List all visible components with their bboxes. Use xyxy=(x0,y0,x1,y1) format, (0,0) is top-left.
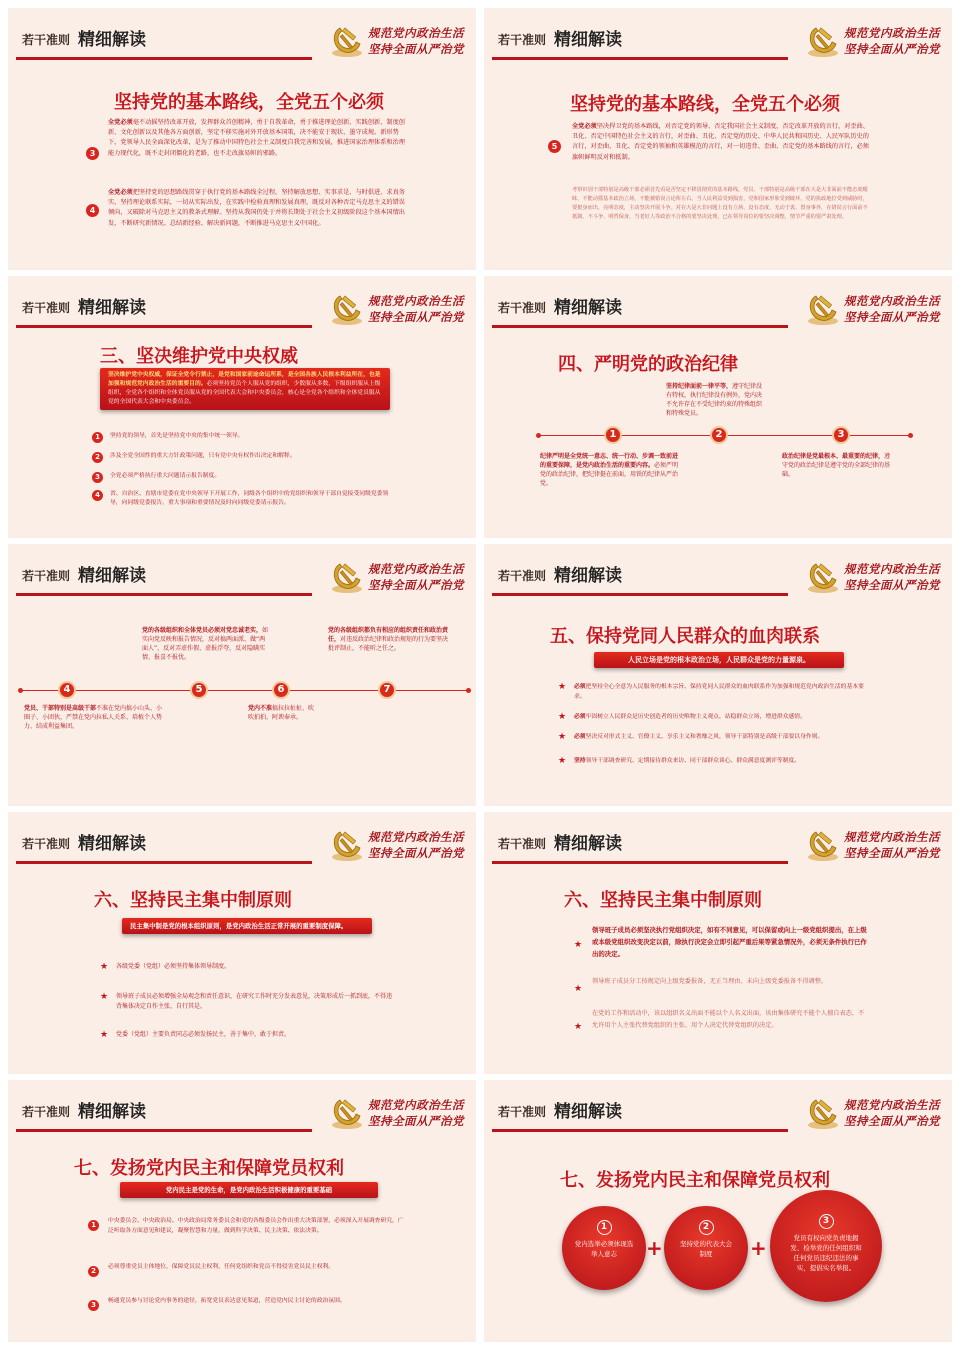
slide-header xyxy=(484,1080,952,1140)
header-title: 精细解读 xyxy=(78,1102,146,1122)
slogan-line-2: 坚持全面从严治党 xyxy=(844,310,940,324)
header-rule xyxy=(492,593,788,596)
header-title: 精细解读 xyxy=(78,566,146,586)
slide-title: 坚持党的基本路线，全党五个必须 xyxy=(114,92,384,113)
star-icon: ★ xyxy=(558,682,567,692)
number-badge: 3 xyxy=(92,472,103,483)
circle-2-text: 坚持党的代表大会制度 xyxy=(680,1240,732,1258)
list-item: 各级党委（党组）必须坚持集体领导制度。 xyxy=(116,963,231,970)
timeline-node-2: 2 xyxy=(710,426,728,444)
header-prefix: 若干准则 xyxy=(498,301,547,315)
number-badge: 1 xyxy=(88,1220,99,1231)
paragraph-4: 全党必须把坚持党的思想路线贯穿于执行党的基本路线全过程，坚持解放思想、实事求是、与时俱进、求真务实，坚持理论联系实际，一切从实际出发，在实践中检验真理和发展真理，既反对各种否定马克思主义的错误倾向，又破除对马克思主义的教条式理解。坚持从我国仍处于并将长期处于社会主义初级阶段这个基本国情出发，不断研究新情况、总结新经验、解决新问题，不断推进马克思主义中国化。 xyxy=(108,189,405,227)
number-badge: 4 xyxy=(92,490,103,501)
header-prefix: 若干准则 xyxy=(498,569,547,583)
paragraph-5b: 考察识别干部特别是高级干部必须首先看是否坚定不移贯彻党的基本路线。党员、干部特别是高级干部在大是大非面前不能态度暧昧，不能动摇基本政治立场，不能被错误言论所左右。当人民利益受到损害，党和国家形象受到破坏，党的执政地位受到威胁时，要挺身而出，亮明态度，主动坚决开展斗争。对在大是大非问题上没有立场、没有态度、无动于衷、置身事外，在错误言行面前不抵制、不斗争、明哲保身，当老好人等政治不合格的要坚决处理，已在领导岗位的要坚决调整，情节严重的要严肃处理。 xyxy=(572,187,868,220)
list-item: 领导班子成员必须坚决执行党组织决定，如有不同意见，可以保留或向上一级党组织提出，在上级或本级党组织改变决定以前，除执行决定会立即引起严重后果等紧急情况外，必须无条件执行已作出的决定。 xyxy=(592,926,867,958)
number-badge: 1 xyxy=(92,432,103,443)
slide-1 xyxy=(8,8,476,270)
header-title: 精细解读 xyxy=(554,566,622,586)
header-prefix: 若干准则 xyxy=(498,837,547,851)
star-icon: ★ xyxy=(574,984,583,994)
list-item: 全党必须严格执行重大问题请示报告制度。 xyxy=(110,473,221,479)
number-badge: 5 xyxy=(548,140,561,153)
slogan-line-2: 坚持全面从严治党 xyxy=(844,1114,940,1128)
header-rule xyxy=(16,57,312,60)
timeline-dot xyxy=(18,688,23,693)
list-item: 党委（党组）主要负责同志必须发扬民主，善于集中，敢于担责。 xyxy=(116,1031,291,1038)
slide-6 xyxy=(484,544,952,806)
paragraph-3: 全党必须毫不动摇坚持改革开放，发挥群众首创精神，勇于自我革命，勇于推进理论创新、实践创新、制度创新、文化创新以及其他各方面创新，坚定不移实施对外开放基本国策，决不能安于现状、墨守成规。新形势下，党领导人民全面深化改革，是为了推动中国特色社会主义制度自我完善和发展，推进国家治理体系和治理能力现代化，既不走封闭僵化的老路，也不走改旗易帜的邪路。 xyxy=(108,119,405,157)
node-4-text: 党员、干部特别是高级干部不准在党内搞小山头、小圈子、小团伙，严禁在党内拉私人关系、培植个人势力、结成利益集团。 xyxy=(24,705,163,730)
timeline-dot xyxy=(908,433,913,438)
slide-title: 六、坚持民主集中制原则 xyxy=(564,890,762,911)
header-rule xyxy=(16,593,312,596)
star-icon: ★ xyxy=(558,712,567,722)
star-icon: ★ xyxy=(100,1030,109,1040)
slogan-line-2: 坚持全面从严治党 xyxy=(368,310,464,324)
list-item: 省、自治区、直辖市党委在党中央领导下开展工作，同级各个组织中的党组织和领导干部自觉接受同级党委领导，向同级党委报告，重大事项和重要情况及时向同级党委请示报告。 xyxy=(110,491,389,506)
circle-2: 2 坚持党的代表大会制度 xyxy=(664,1206,748,1290)
circle-3: 3 党员有权向党负责地揭发、检举党的任何组织和任何党员违纪违法的事实，提倡实名举报。 xyxy=(770,1190,882,1302)
header-prefix: 若干准则 xyxy=(498,1105,547,1119)
slide-header xyxy=(8,544,476,604)
timeline-dot xyxy=(536,433,541,438)
slide-title: 三、坚决维护党中央权威 xyxy=(100,346,298,367)
number-badge: 3 xyxy=(86,147,99,160)
list-item: 领导班子成员分工按规定向上级党委报备，无正当理由、未向上级党委报备不得调整。 xyxy=(592,978,828,985)
slide-title: 五、保持党同人民群众的血肉联系 xyxy=(550,626,820,647)
slide-title: 坚持党的基本路线，全党五个必须 xyxy=(570,94,840,115)
number-badge: 2 xyxy=(92,452,103,463)
party-emblem-icon xyxy=(806,22,840,58)
star-icon: ★ xyxy=(100,992,109,1002)
star-icon: ★ xyxy=(574,940,583,950)
party-emblem-icon xyxy=(806,1094,840,1130)
list-item: 必须坚决反对形式主义、官僚主义、享乐主义和奢靡之风，领导干部特别是高级干部要以身作则。 xyxy=(574,734,824,740)
slide-8 xyxy=(484,812,952,1074)
list-item: 必须牢固树立人民群众是历史创造者的历史唯物主义观点，站稳群众立场，增进群众感情。 xyxy=(574,714,806,720)
highlight-box: 民主集中制是党的根本组织原则，是党内政治生活正常开展的重要制度保障。 xyxy=(122,918,372,934)
node-5-text: 党的各级组织和全体党员必须对党忠诚老实，如实向党反映和报告情况，反对搞两面派、做“两面人”，反对弄虚作假、虚报浮夸，反对隐瞒实情、报喜不报忧。 xyxy=(142,627,269,661)
slogan-line-2: 坚持全面从严治党 xyxy=(368,578,464,592)
list-item: 坚持党的领导，首先是坚持党中央的集中统一领导。 xyxy=(110,433,244,439)
header-rule xyxy=(492,325,788,328)
list-item: 涉及全党全国性的重大方针政策问题，只有党中央有权作出决定和解释。 xyxy=(110,453,296,459)
slide-title: 六、坚持民主集中制原则 xyxy=(94,890,292,911)
highlight-box: 人民立场是党的根本政治立场，人民群众是党的力量源泉。 xyxy=(594,652,844,668)
number-badge: 3 xyxy=(88,1300,99,1311)
header-prefix: 若干准则 xyxy=(22,1105,71,1119)
timeline-node-6: 6 xyxy=(272,681,290,699)
header-prefix: 若干准则 xyxy=(22,33,71,47)
timeline-node-1: 1 xyxy=(604,426,622,444)
timeline-line xyxy=(20,690,468,691)
number-badge: 2 xyxy=(88,1266,99,1277)
node-7-text: 党的各级组织都负有相应的组织责任和政治责任，对违反政治纪律和政治规矩的行为要坚决批评制止，不能听之任之。 xyxy=(328,627,449,652)
party-emblem-icon xyxy=(330,826,364,862)
slogan-line-1: 规范党内政治生活 xyxy=(844,294,940,308)
slogan-line-1: 规范党内政治生活 xyxy=(844,26,940,40)
slogan-line-1: 规范党内政治生活 xyxy=(844,562,940,576)
list-item: 坚持领导干部调查研究、定期接待群众来访、同干部群众谈心、群众满意度测评等制度。 xyxy=(574,758,801,764)
party-emblem-icon xyxy=(330,558,364,594)
header-rule xyxy=(16,861,312,864)
timeline-node-4: 4 xyxy=(58,681,76,699)
header-title: 精细解读 xyxy=(554,30,622,50)
star-icon: ★ xyxy=(558,756,567,766)
slide-2 xyxy=(484,8,952,270)
header-rule xyxy=(16,325,312,328)
header-rule xyxy=(492,1129,788,1132)
header-title: 精细解读 xyxy=(78,298,146,318)
plus-sign: + xyxy=(646,1236,663,1260)
header-title: 精细解读 xyxy=(78,834,146,854)
slide-header xyxy=(8,8,476,68)
party-emblem-icon xyxy=(330,22,364,58)
star-icon: ★ xyxy=(100,962,109,972)
timeline-node-5: 5 xyxy=(190,681,208,699)
slogan-line-2: 坚持全面从严治党 xyxy=(844,846,940,860)
slogan-line-1: 规范党内政治生活 xyxy=(368,1098,464,1112)
list-item: 领导班子成员必须增强全局观念和责任意识，在研究工作时充分发表意见，决策形成后一抓到底，不得违背集体决定自作主张、自行其是。 xyxy=(116,993,393,1010)
slogan-line-1: 规范党内政治生活 xyxy=(368,562,464,576)
number-badge: 4 xyxy=(86,204,99,217)
party-emblem-icon xyxy=(330,290,364,326)
circle-1: 1 党内选举必须体现选举人意志 xyxy=(562,1206,646,1290)
header-prefix: 若干准则 xyxy=(498,33,547,47)
slide-header xyxy=(8,812,476,872)
header-prefix: 若干准则 xyxy=(22,569,71,583)
slogan-line-1: 规范党内政治生活 xyxy=(368,830,464,844)
slogan-line-2: 坚持全面从严治党 xyxy=(844,42,940,56)
node-1-text: 纪律严明是全党统一意志、统一行动、步调一致前进的重要保障，是党内政治生活的重要内容。必须严明党的政治纪律，把纪律挺在前面，用铁的纪律从严治党。 xyxy=(540,453,679,487)
timeline-node-7: 7 xyxy=(378,681,396,699)
list-item: 必须尊重党员主体地位，保障党员民主权利，任何党组织和党员不得侵害党员民主权利。 xyxy=(108,1264,335,1270)
header-title: 精细解读 xyxy=(554,1102,622,1122)
slide-header xyxy=(8,276,476,336)
slide-10 xyxy=(484,1080,952,1342)
slide-header xyxy=(484,276,952,336)
slogan-line-1: 规范党内政治生活 xyxy=(844,830,940,844)
slide-header xyxy=(484,8,952,68)
slogan-line-2: 坚持全面从严治党 xyxy=(844,578,940,592)
highlight-box: 坚决维护党中央权威，保证全党令行禁止，是党和国家前途命运所系，是全国各族人民根本利益所在，也是加强和规范党内政治生活的重要目的。必须坚持党员个人服从党的组织，少数服从多数，下级组织服从上级组织，全党各个组织和全体党员服从党的全国代表大会和中央委员会，核心是全党各个组织和全体党员服从党的全国代表大会和中央委员会。 xyxy=(100,368,390,410)
slide-header xyxy=(8,1080,476,1140)
list-item: 必须把坚持全心全意为人民服务的根本宗旨、保持党同人民群众的血肉联系作为加强和规范党内政治生活的基本要求。 xyxy=(574,684,864,700)
slide-5 xyxy=(8,544,476,806)
timeline-dot xyxy=(466,688,471,693)
header-rule xyxy=(492,57,788,60)
highlight-box: 党内民主是党的生命，是党内政治生活积极健康的重要基础 xyxy=(120,1182,378,1198)
star-icon: ★ xyxy=(574,1022,583,1032)
plus-sign: + xyxy=(750,1236,767,1260)
slogan-line-1: 规范党内政治生活 xyxy=(844,1098,940,1112)
header-rule xyxy=(16,1129,312,1132)
circle-1-text: 党内选举必须体现选举人意志 xyxy=(574,1240,634,1258)
list-item: 畅通党员参与讨论党内事务的途径，拓宽党员表达意见渠道，营造党内民主讨论的政治氛围。 xyxy=(108,1298,346,1304)
slide-title: 七、发扬党内民主和保障党员权利 xyxy=(74,1158,344,1179)
header-title: 精细解读 xyxy=(554,298,622,318)
slide-9 xyxy=(8,1080,476,1342)
list-item: 中央委员会、中央政治局、中央政治局常务委员会和党的各级委员会作出重大决策部署，必须深入开展调查研究，广泛听取各方面意见和建议，凝聚智慧和力量，做到科学决策、民主决策、依法决策。 xyxy=(108,1218,404,1234)
header-title: 精细解读 xyxy=(78,30,146,50)
slide-3 xyxy=(8,276,476,538)
header-title: 精细解读 xyxy=(554,834,622,854)
slide-4 xyxy=(484,276,952,538)
party-emblem-icon xyxy=(806,558,840,594)
node-6-text: 党内不准搞拉拉扯扯、吹吹拍拍、阿谀奉承。 xyxy=(248,705,315,721)
timeline-node-3: 3 xyxy=(832,426,850,444)
slide-title: 七、发扬党内民主和保障党员权利 xyxy=(560,1170,830,1191)
party-emblem-icon xyxy=(806,826,840,862)
star-icon: ★ xyxy=(558,732,567,742)
header-prefix: 若干准则 xyxy=(22,837,71,851)
slogan-line-1: 规范党内政治生活 xyxy=(368,26,464,40)
node-3-text: 政治纪律是党最根本、最重要的纪律，遵守党的政治纪律是遵守党的全部纪律的基础。 xyxy=(782,453,891,478)
party-emblem-icon xyxy=(330,1094,364,1130)
slide-7 xyxy=(8,812,476,1074)
list-item: 在党的工作和活动中，该以组织名义出面不能以个人名义出面，该由集体研究不能个人擅自表态，不允许用个人主张代替党组织的主张、用个人决定代替党组织的决定。 xyxy=(592,1010,865,1029)
header-prefix: 若干准则 xyxy=(22,301,71,315)
slide-header xyxy=(484,812,952,872)
header-rule xyxy=(492,861,788,864)
slide-title: 四、严明党的政治纪律 xyxy=(558,354,738,375)
party-emblem-icon xyxy=(806,290,840,326)
slogan-line-2: 坚持全面从严治党 xyxy=(368,42,464,56)
circle-3-text: 党员有权向党负责地揭发、检举党的任何组织和任何党员违纪违法的事实，提倡实名举报。 xyxy=(790,1234,862,1272)
slide-header xyxy=(484,544,952,604)
slogan-line-2: 坚持全面从严治党 xyxy=(368,1114,464,1128)
slogan-line-1: 规范党内政治生活 xyxy=(368,294,464,308)
top-text: 坚持纪律面前一律平等，遵守纪律没有特权，执行纪律没有例外，党内决不允许存在不受纪律约束的特殊组织和特殊党员。 xyxy=(666,383,763,417)
paragraph-5: 全党必须坚决捍卫党的基本路线，对否定党的领导、否定我国社会主义制度，否定改革开放的言行，对歪曲、丑化、否定中国特色社会主义的言行，对歪曲、丑化、否定党的历史、中华人民共和国历史、人民军队历史的言行，对歪曲、丑化、否定党的领袖和英雄模范的言行，对一切违背、歪曲、否定党的基本路线的言行，必须旗帜鲜明反对和抵制。 xyxy=(572,123,869,161)
slogan-line-2: 坚持全面从严治党 xyxy=(368,846,464,860)
